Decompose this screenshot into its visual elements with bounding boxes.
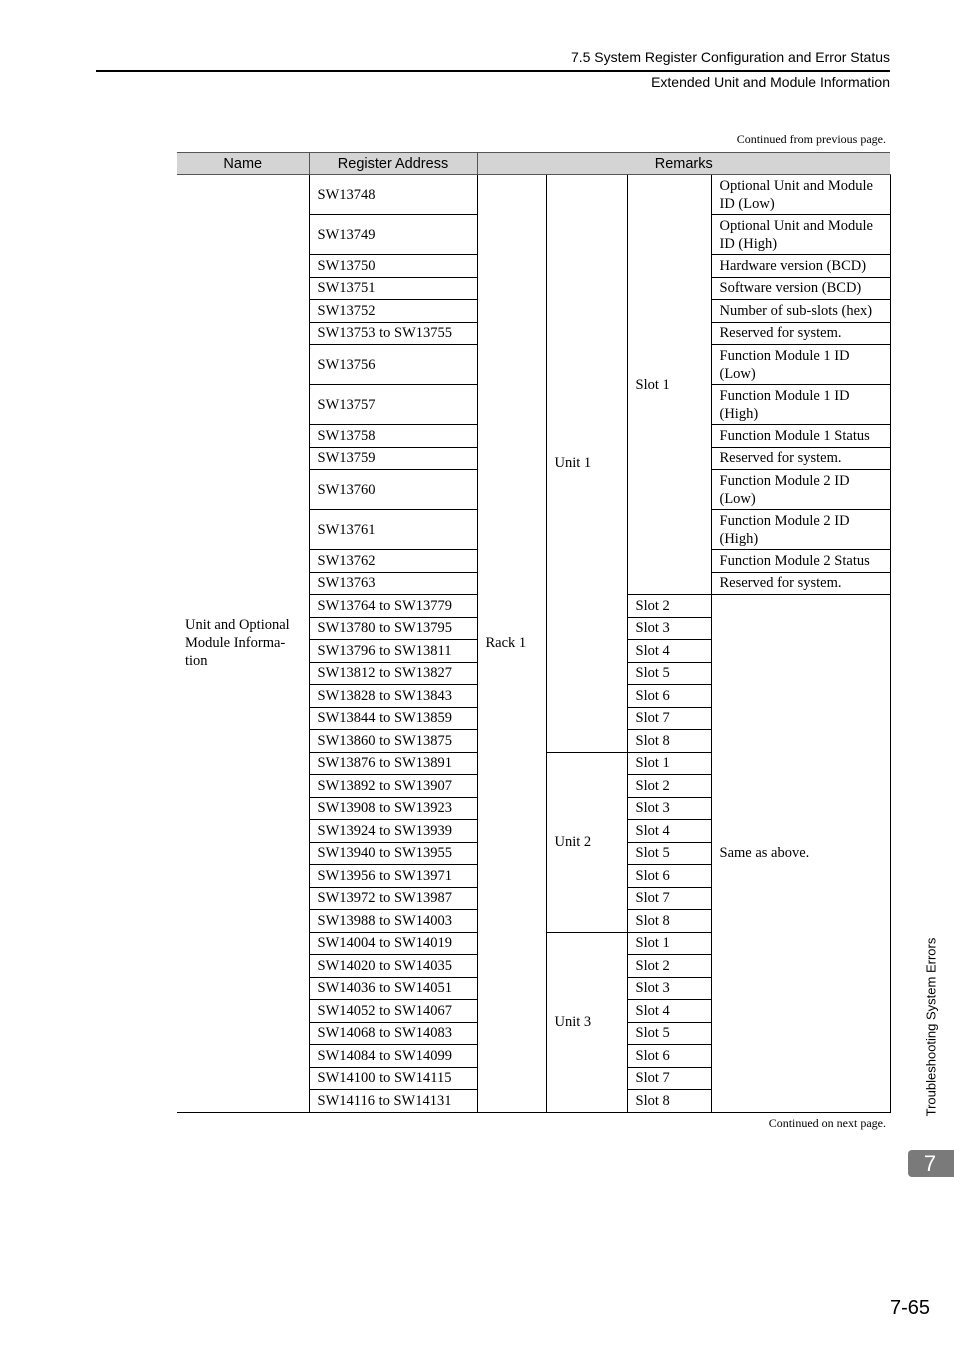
address-cell: SW13780 to SW13795 xyxy=(309,617,477,640)
address-cell: SW13988 to SW14003 xyxy=(309,910,477,933)
slot-cell: Slot 1 xyxy=(627,752,711,775)
address-cell: SW13764 to SW13779 xyxy=(309,595,477,618)
chapter-number: 7 xyxy=(923,1151,937,1176)
remark-cell: Hardware version (BCD) xyxy=(711,255,890,278)
chapter-title: Troubleshooting System Errors xyxy=(923,937,939,1117)
slot-cell: Slot 8 xyxy=(627,910,711,933)
remark-cell: Optional Unit and Module ID (High) xyxy=(711,215,890,255)
remark-cell: Reserved for system. xyxy=(711,572,890,595)
address-cell: SW14004 to SW14019 xyxy=(309,932,477,955)
continued-on-note: Continued on next page. xyxy=(768,1116,886,1130)
address-cell: SW13924 to SW13939 xyxy=(309,820,477,843)
address-cell: SW13876 to SW13891 xyxy=(309,752,477,775)
address-cell: SW14068 to SW14083 xyxy=(309,1022,477,1045)
address-cell: SW14052 to SW14067 xyxy=(309,1000,477,1023)
address-cell: SW13748 xyxy=(309,175,477,215)
slot-cell: Slot 3 xyxy=(627,977,711,1000)
name-cell: Unit and Optional Module Informa-tion xyxy=(177,175,309,1113)
address-cell: SW13761 xyxy=(309,510,477,550)
slot-cell: Slot 3 xyxy=(627,617,711,640)
slot-cell: Slot 2 xyxy=(627,775,711,798)
remark-cell: Number of sub-slots (hex) xyxy=(711,300,890,323)
address-cell: SW13812 to SW13827 xyxy=(309,662,477,685)
slot-cell: Slot 8 xyxy=(627,1090,711,1113)
remark-cell: Software version (BCD) xyxy=(711,277,890,300)
slot-cell: Slot 5 xyxy=(627,842,711,865)
unit-cell: Unit 3 xyxy=(546,932,627,1112)
address-cell: SW14100 to SW14115 xyxy=(309,1067,477,1090)
address-cell: SW13760 xyxy=(309,470,477,510)
slot-cell: Slot 6 xyxy=(627,865,711,888)
address-cell: SW13956 to SW13971 xyxy=(309,865,477,888)
slot-cell: Slot 7 xyxy=(627,707,711,730)
slot-cell: Slot 6 xyxy=(627,1045,711,1068)
subsection-title: Extended Unit and Module Information xyxy=(651,74,890,90)
remark-cell: Function Module 1 ID (Low) xyxy=(711,345,890,385)
remark-cell: Function Module 2 ID (High) xyxy=(711,510,890,550)
rack-cell: Rack 1 xyxy=(477,175,546,1113)
address-cell: SW13796 to SW13811 xyxy=(309,640,477,663)
remark-cell: Function Module 1 Status xyxy=(711,425,890,448)
address-cell: SW13756 xyxy=(309,345,477,385)
address-cell: SW14020 to SW14035 xyxy=(309,955,477,978)
remark-cell: Reserved for system. xyxy=(711,322,890,345)
slot-cell: Slot 5 xyxy=(627,1022,711,1045)
remark-cell: Optional Unit and Module ID (Low) xyxy=(711,175,890,215)
address-cell: SW13763 xyxy=(309,572,477,595)
address-cell: SW13757 xyxy=(309,385,477,425)
address-cell: SW13828 to SW13843 xyxy=(309,685,477,708)
section-title: 7.5 System Register Configuration and Error Status xyxy=(570,49,890,65)
address-cell: SW13751 xyxy=(309,277,477,300)
slot-cell: Slot 4 xyxy=(627,1000,711,1023)
slot-cell: Slot 6 xyxy=(627,685,711,708)
slot-cell: Slot 2 xyxy=(627,955,711,978)
remark-cell: Reserved for system. xyxy=(711,447,890,470)
slot-cell: Slot 8 xyxy=(627,730,711,753)
remark-cell: Function Module 2 ID (Low) xyxy=(711,470,890,510)
address-cell: SW14036 to SW14051 xyxy=(309,977,477,1000)
address-cell: SW13940 to SW13955 xyxy=(309,842,477,865)
slot-cell: Slot 4 xyxy=(627,820,711,843)
slot-cell: Slot 2 xyxy=(627,595,711,618)
address-cell: SW13762 xyxy=(309,550,477,573)
slot-cell: Slot 1 xyxy=(627,932,711,955)
slot-cell: Slot 3 xyxy=(627,797,711,820)
address-cell: SW13860 to SW13875 xyxy=(309,730,477,753)
address-cell: SW14084 to SW14099 xyxy=(309,1045,477,1068)
slot-cell: Slot 5 xyxy=(627,662,711,685)
address-cell: SW13750 xyxy=(309,255,477,278)
continued-from-note: Continued from previous page. xyxy=(736,132,886,146)
address-cell: SW13758 xyxy=(309,425,477,448)
remark-cell: Function Module 2 Status xyxy=(711,550,890,573)
column-header-name: Name xyxy=(177,153,309,175)
table-header-row xyxy=(177,153,890,175)
address-cell: SW13752 xyxy=(309,300,477,323)
remark-cell: Function Module 1 ID (High) xyxy=(711,385,890,425)
address-cell: SW14116 to SW14131 xyxy=(309,1090,477,1113)
slot-cell: Slot 7 xyxy=(627,887,711,910)
page-number: 7-65 xyxy=(889,1297,930,1319)
address-cell: SW13753 to SW13755 xyxy=(309,322,477,345)
unit-cell: Unit 1 xyxy=(546,175,627,753)
address-cell: SW13759 xyxy=(309,447,477,470)
slot-cell: Slot 4 xyxy=(627,640,711,663)
same-as-above-cell: Same as above. xyxy=(711,595,890,1113)
address-cell: SW13892 to SW13907 xyxy=(309,775,477,798)
table-row xyxy=(177,175,890,215)
slot-cell: Slot 7 xyxy=(627,1067,711,1090)
address-cell: SW13972 to SW13987 xyxy=(309,887,477,910)
column-header-remarks: Remarks xyxy=(477,153,890,175)
address-cell: SW13844 to SW13859 xyxy=(309,707,477,730)
register-table xyxy=(177,152,891,1113)
address-cell: SW13749 xyxy=(309,215,477,255)
address-cell: SW13908 to SW13923 xyxy=(309,797,477,820)
column-header-register-address: Register Address xyxy=(309,153,477,175)
slot-cell: Slot 1 xyxy=(627,175,711,595)
header-rule xyxy=(96,70,890,72)
unit-cell: Unit 2 xyxy=(546,752,627,932)
